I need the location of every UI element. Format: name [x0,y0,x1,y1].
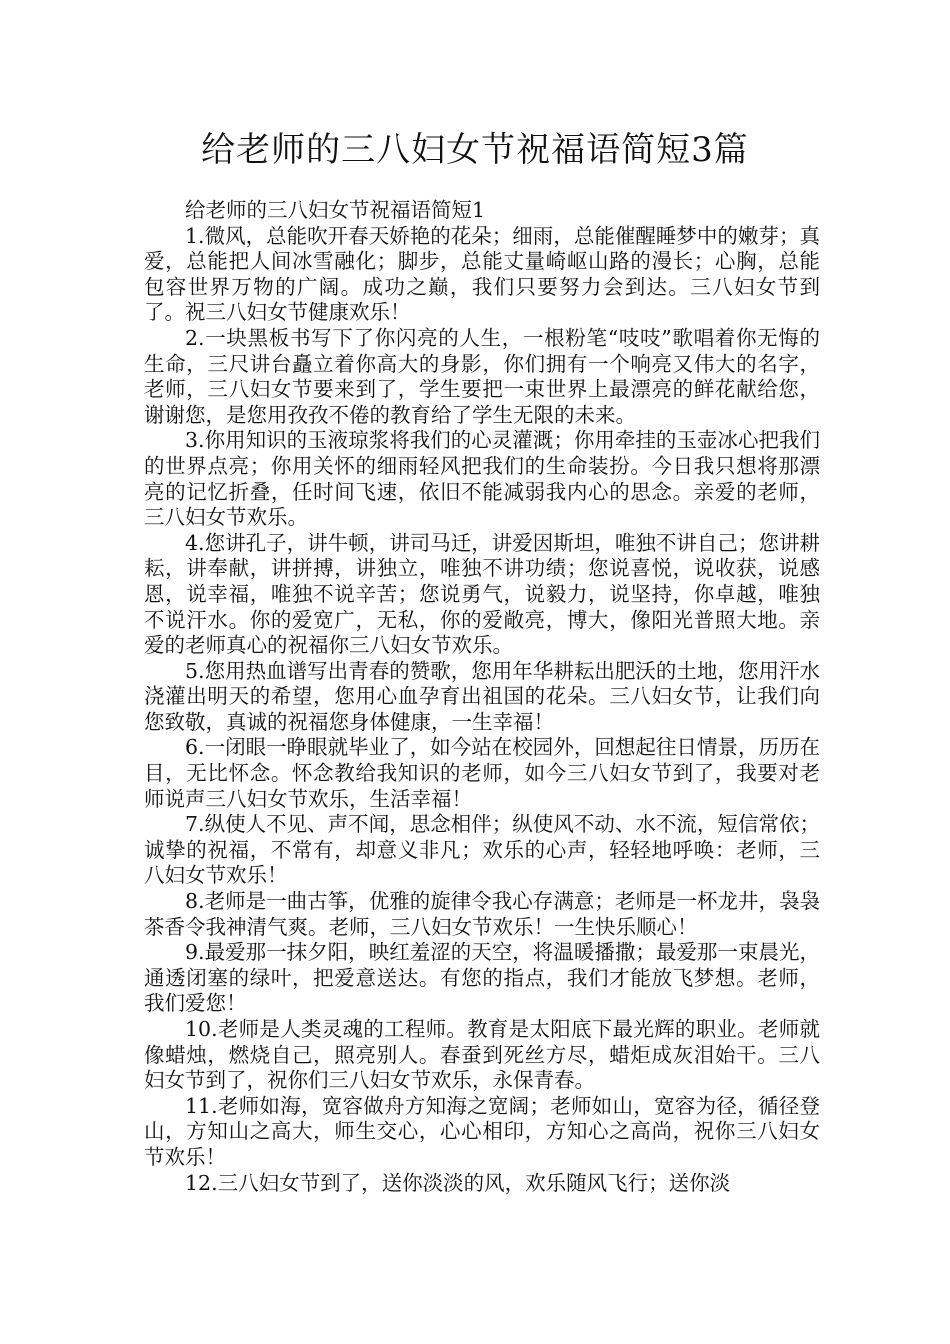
paragraph-6: 6.一闭眼一睁眼就毕业了，如今站在校园外，回想起往日情景，历历在目，无比怀念。怀念教给我知识的老师，如今三八妇女节到了，我要对老师说声三八妇女节欢乐，生活幸福！ [144,735,820,811]
document-title: 给老师的三八妇女节祝福语简短3篇 [201,130,749,170]
paragraph-8: 8.老师是一曲古筝，优雅的旋律令我心存满意；老师是一杯龙井，袅袅茶香令我神清气爽。老师，三八妇女节欢乐！一生快乐顺心！ [144,889,820,939]
paragraph-9: 9.最爱那一抹夕阳，映红羞涩的天空，将温暖播撒；最爱那一束晨光，通透闭塞的绿叶，把爱意送达。有您的指点，我们才能放飞梦想。老师，我们爱您！ [144,940,820,1016]
section-subtitle: 给老师的三八妇女节祝福语简短1 [185,198,486,222]
paragraph-11: 11.老师如海，宽容做舟方知海之宽阔；老师如山，宽容为径，循径登山，方知山之高大，师生交心，心心相印，方知心之高尚，祝你三八妇女节欢乐！ [144,1093,820,1169]
paragraph-1: 1.微风，总能吹开春天娇艳的花朵；细雨，总能催醒睡梦中的嫩芽；真爱，总能把人间冰雪融化；脚步，总能丈量崎岖山路的漫长；心胸，总能包容世界万物的广阔。成功之巅，我们只要努力会到达。三八妇女节到了。祝三八妇女节健康欢乐！ [144,223,820,325]
paragraph-3: 3.你用知识的玉液琼浆将我们的心灵灌溉；你用牵挂的玉壶冰心把我们的世界点亮；你用关怀的细雨轻风把我们的生命装扮。今日我只想将那漂亮的记忆折叠，任时间飞速，依旧不能减弱我内心的思念。亲爱的老师，三八妇女节欢乐。 [144,428,820,530]
paragraph-2: 2.一块黑板书写下了你闪亮的人生，一根粉笔“吱吱”歌唱着你无悔的生命，三尺讲台矗立着你高大的身影，你们拥有一个响亮又伟大的名字，老师，三八妇女节要来到了，学生要把一束世界上最漂亮的鲜花献给您，谢谢您，是您用孜孜不倦的教育给了学生无限的未来。 [144,325,820,427]
paragraph-10: 10.老师是人类灵魂的工程师。教育是太阳底下最光辉的职业。老师就像蜡烛，燃烧自己，照亮别人。春蚕到死丝方尽，蜡炬成灰泪始干。三八妇女节到了，祝你们三八妇女节欢乐，永保青春。 [144,1017,820,1093]
paragraph-12: 12.三八妇女节到了，送你淡淡的风，欢乐随风飞行；送你淡 [185,1170,731,1195]
document-body [144,198,820,1196]
paragraph-4: 4.您讲孔子，讲牛顿，讲司马迁，讲爱因斯坦，唯独不讲自己；您讲耕耘，讲奉献，讲拼搏，讲独立，唯独不讲功绩；您说喜悦，说收获，说感恩，说幸福，唯独不说辛苦；您说勇气，说毅力，说坚持，你卓越，唯独不说汗水。你的爱宽广，无私，你的爱敞亮，博大，像阳光普照大地。亲爱的老师真心的祝福你三八妇女节欢乐。 [144,530,820,658]
paragraph-5: 5.您用热血谱写出青春的赞歌，您用年华耕耘出肥沃的土地，您用汗水浇灌出明天的希望，您用心血孕育出祖国的花朵。三八妇女节，让我们向您致敬，真诚的祝福您身体健康，一生幸福！ [144,658,820,734]
paragraph-7: 7.纵使人不见、声不闻，思念相伴；纵使风不动、水不流，短信常依；诚挚的祝福，不常有，却意义非凡；欢乐的心声，轻轻地呼唤：老师，三八妇女节欢乐！ [144,812,820,888]
